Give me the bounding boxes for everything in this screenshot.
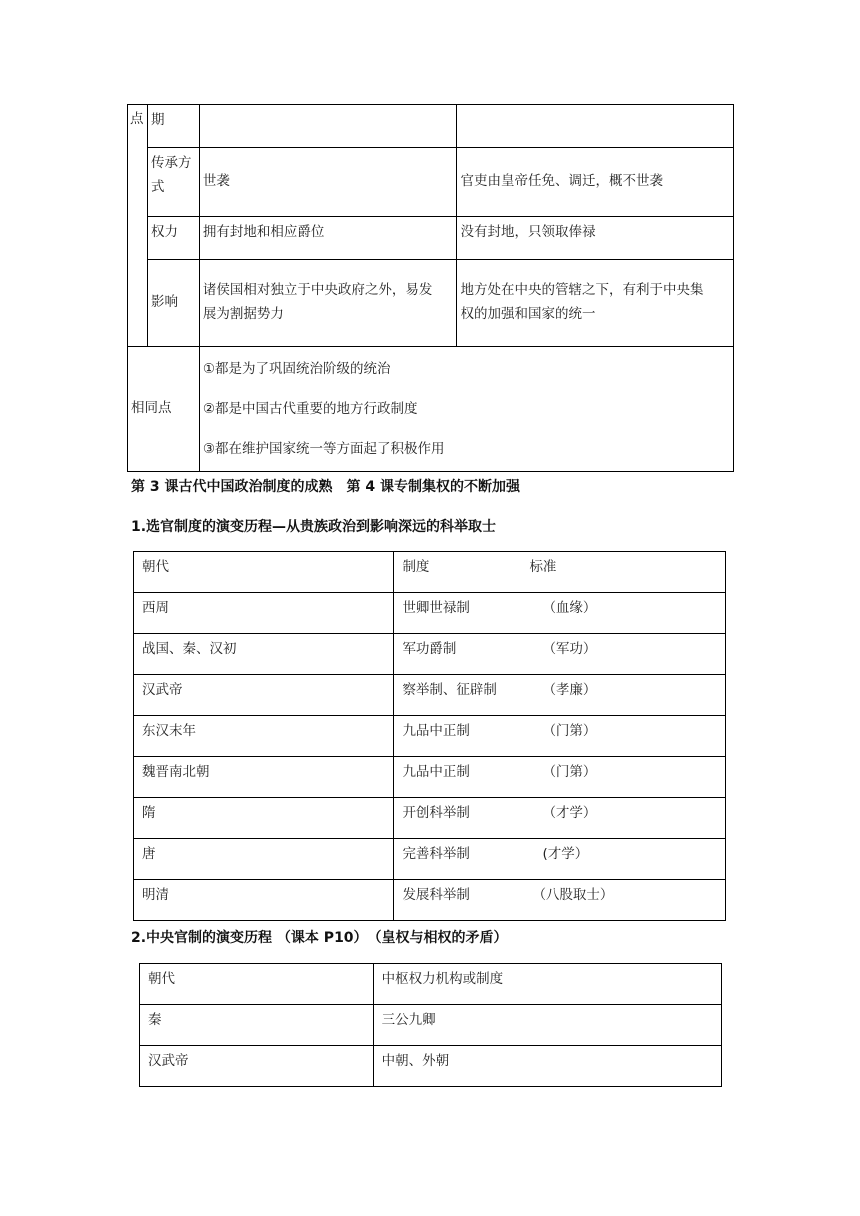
- table-row: [140, 1005, 722, 1046]
- dynasty-cell: 魏晋南北朝: [134, 757, 394, 798]
- row-label: 影响: [147, 260, 199, 347]
- system-cell: 开创科举制 （才学）: [394, 798, 726, 839]
- table-row: [134, 675, 726, 716]
- system-cell: 世卿世禄制 （血缘）: [394, 593, 726, 634]
- fengjian-cell: [199, 105, 457, 148]
- difference-label-cell: [128, 105, 148, 347]
- same-point: ①都是为了巩固统治阶级的统治: [202, 361, 391, 377]
- difference-label: 点: [130, 111, 144, 127]
- table-row: [134, 716, 726, 757]
- table-row: [134, 593, 726, 634]
- central-government-table: [139, 963, 722, 1087]
- table-row: [128, 148, 734, 217]
- header-system-standard: 制度 标准: [394, 552, 726, 593]
- table-row: [128, 105, 734, 148]
- system-cell: 发展科举制 （八股取士）: [394, 880, 726, 921]
- dynasty-cell: 战国、秦、汉初: [134, 634, 394, 675]
- dynasty-cell: 东汉末年: [134, 716, 394, 757]
- same-point: ②都是中国古代重要的地方行政制度: [202, 401, 418, 417]
- table-header-row: [140, 964, 722, 1005]
- fengjian-cell: 世袭: [199, 148, 457, 217]
- system-cell: 完善科举制 (才学）: [394, 839, 726, 880]
- dynasty-cell: 明清: [134, 880, 394, 921]
- system-cell: 九品中正制 （门第）: [394, 716, 726, 757]
- table-row: [134, 757, 726, 798]
- table-row: [128, 260, 734, 347]
- header-dynasty: 朝代: [140, 964, 374, 1005]
- table-row: [134, 798, 726, 839]
- same-points-cell: [199, 347, 733, 472]
- system-cell: 九品中正制 （门第）: [394, 757, 726, 798]
- junxian-cell: 官吏由皇帝任免、调迁，概不世袭: [457, 148, 734, 217]
- junxian-cell: 没有封地，只领取俸禄: [457, 217, 734, 260]
- table-row: [134, 839, 726, 880]
- official-selection-table: [133, 551, 726, 921]
- comparison-table: [127, 104, 734, 472]
- dynasty-cell: 隋: [134, 798, 394, 839]
- table-row: [134, 880, 726, 921]
- table-row: [128, 347, 734, 472]
- row-label: 权力: [147, 217, 199, 260]
- section2-title: 2.中央官制的演变历程 （课本 P10） （皇权与相权的矛盾）: [131, 930, 508, 946]
- junxian-cell: [457, 105, 734, 148]
- junxian-cell: 地方处在中央的管辖之下，有利于中央集 权的加强和国家的统一: [457, 260, 734, 347]
- same-point: ③都在维护国家统一等方面起了积极作用: [202, 441, 445, 457]
- fengjian-cell: 拥有封地和相应爵位: [199, 217, 457, 260]
- organ-cell: 三公九卿: [373, 1005, 721, 1046]
- row-label: 传承方 式: [147, 148, 199, 217]
- header-organ: 中枢权力机构或制度: [373, 964, 721, 1005]
- table-header-row: [134, 552, 726, 593]
- table-row: [128, 217, 734, 260]
- fengjian-cell: 诸侯国相对独立于中央政府之外，易发 展为割据势力: [199, 260, 457, 347]
- row-label: 期: [147, 105, 199, 148]
- table-row: [134, 634, 726, 675]
- dynasty-cell: 汉武帝: [134, 675, 394, 716]
- system-cell: 察举制、征辟制 （孝廉）: [394, 675, 726, 716]
- lesson-title: 第 3 课古代中国政治制度的成熟 第 4 课专制集权的不断加强: [131, 479, 520, 495]
- same-points-label: 相同点: [128, 347, 200, 472]
- organ-cell: 中朝、外朝: [373, 1046, 721, 1087]
- dynasty-cell: 秦: [140, 1005, 374, 1046]
- table-row: [140, 1046, 722, 1087]
- dynasty-cell: 西周: [134, 593, 394, 634]
- dynasty-cell: 唐: [134, 839, 394, 880]
- header-dynasty: 朝代: [134, 552, 394, 593]
- system-cell: 军功爵制 （军功）: [394, 634, 726, 675]
- section1-title: 1.选官制度的演变历程—从贵族政治到影响深远的科举取士: [131, 519, 497, 535]
- dynasty-cell: 汉武帝: [140, 1046, 374, 1087]
